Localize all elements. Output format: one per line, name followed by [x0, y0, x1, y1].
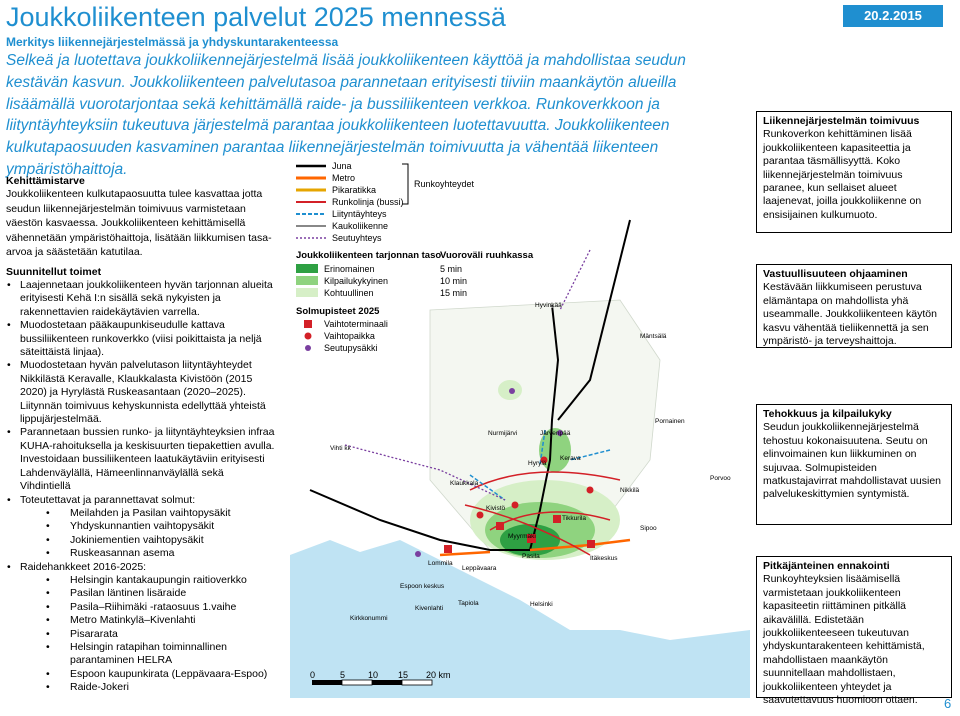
legend-areas: [296, 250, 534, 298]
legend-label: Juna: [332, 161, 352, 171]
seutupysakki-marker: [415, 551, 421, 557]
place-label: Kivenlahti: [415, 605, 444, 612]
legend-area-heading: Joukkoliikenteen tarjonnan taso: [296, 250, 442, 261]
place-label: Pasila: [522, 553, 540, 560]
legend-label: Metro: [332, 173, 356, 183]
place-label: Sipoo: [640, 525, 657, 532]
legend-nodes-heading: Solmupisteet 2025: [296, 306, 380, 317]
info-box-heading: Vastuullisuuteen ohjaaminen: [763, 268, 908, 280]
info-box-tehokkuus: [756, 404, 952, 525]
legend-runko-label: Runkoyhteydet: [414, 179, 475, 189]
vaihtopaikka-marker: [512, 502, 519, 509]
place-label: Kirkkonummi: [350, 615, 388, 622]
info-box-text: Seudun joukkoliikennejärjestelmä tehostuu kokonaisuutena. Seutu on elinvoimainen kun liikkuminen on sujuvaa. Solmupisteiden matkustajavirrat mahdollistavat uusien palvelukeskittymien syntymistä.: [763, 421, 941, 501]
page-number: 6: [944, 696, 952, 711]
vaihtopaikka-marker: [477, 512, 484, 519]
legend-label: Seutupysäkki: [324, 343, 378, 353]
place-label: Myyrmäki: [508, 533, 536, 540]
info-box-heading: Pitkäjänteinen ennakointi: [763, 560, 890, 572]
place-label: Leppävaara: [462, 565, 497, 572]
vaihtoterminaali-marker: [587, 540, 595, 548]
legend-label: Liityntäyhteys: [332, 209, 387, 219]
place-label: Järvenpää: [540, 430, 571, 437]
legend-lines: [296, 161, 475, 243]
place-label: Espoon keskus: [400, 583, 445, 590]
info-box-vastuullisuus: [756, 264, 952, 348]
info-box-heading: Liikennejärjestelmän toimivuus: [763, 115, 920, 127]
sub-list-item: • Helsingin kantakaupungin raitioverkko: [6, 574, 276, 587]
legend-label: Vaihtoterminaali: [324, 319, 388, 329]
info-box-text: Kestävään liikkumiseen perustuva elämäntapa on mahdollista yhä useammalle. Joukkoliikenteen käytön kasvu vähentää tieliikennettä ja sen ympäristö- ja terveyshaittoja.: [763, 281, 937, 348]
legend-label: Pikaratikka: [332, 185, 377, 195]
sub-list-item: • Metro Matinkylä–Kivenlahti: [6, 614, 276, 627]
vaihtopaikka-marker: [587, 487, 594, 494]
list-item: • Muodostetaan hyvän palvelutason liityntäyhteydet Nikkilästä Keravalle, Klaukkalasta Kivistöön (2015 2020) ja Hyrylästä Ruskeasantaan (2020–2025). Liitynnän toimivuus kehyskunnista edellyttää yhteistä lippujärjestelmää.: [6, 359, 276, 426]
info-box-ennakointi: [756, 556, 952, 707]
place-label: Nikkilä: [620, 487, 640, 494]
place-label: Kerava: [560, 455, 581, 462]
legend-swatch-seutupysakki: [305, 345, 311, 351]
scale-label: 20 km: [426, 670, 451, 680]
sub-list-item: • Ruskeasannan asema: [6, 547, 276, 560]
intro-paragraph: Selkeä ja luotettava joukkoliikennejärjestelmä lisää joukkoliikenteen käyttöä ja mahdollistaa seudun kestävän kasvun. Joukkoliikenteen palvelutasoa parannetaan erityisesti tiiviin maankäytön alueilla lisäämällä vuorotarjontaa sekä kehittämällä raide- ja bussiliikenteen verkkoa. Runkoverkkoon ja liityntäyhteyksiin tukeutuva järjestelmä parantaa joukkoliikenteen luotettavuutta. Joukkoliikenteen kulkutapaosuuden kasvaminen parantaa liikennejärjestelmän toimivuutta ja vähentää liikenteen ympäristöhaittoja.: [6, 52, 686, 178]
list-item: • Muodostetaan pääkaupunkiseudulle kattava bussiliikenteen runkoverkko (viisi poikittaista ja neljä säteittäistä linjaa).: [6, 319, 276, 359]
legend-nodes: [296, 306, 388, 353]
list-item: • Raidehankkeet 2016-2025:: [6, 561, 276, 574]
legend-label: Kohtuullinen: [324, 288, 374, 298]
place-label: Klaukkala: [450, 480, 479, 487]
page-subtitle: Merkitys liikennejärjestelmässä ja yhdyskuntarakenteessa: [6, 35, 339, 49]
scale-label: 0: [310, 670, 316, 680]
legend-interval-heading: Vuoroväli ruuhkassa: [440, 250, 534, 261]
date-badge: 20.2.2015: [843, 5, 943, 27]
vaihtoterminaali-marker: [496, 522, 504, 530]
info-box-text: Runkoyhteyksien lisäämisellä varmistetaan joukkoliikenteen kapasiteetin riittäminen pitkällä aikavälillä. Edistetään joukkoliikenteeseen tukeutuvan yhdyskuntarakenteen kehittämistä, mahdollistaen maankäytön suunnitellaan mahdollistaen, joukkoliikenteen yhteydet ja saavutettavuus huomioon ottaen.: [763, 573, 925, 707]
place-label: Nurmijärvi: [488, 430, 518, 437]
sub-list-item: • Yhdyskunnantien vaihtopysäkit: [6, 520, 276, 533]
scale-segment: [342, 680, 372, 685]
scale-label: 15: [398, 670, 409, 680]
place-label: Tikkurila: [562, 515, 586, 522]
place-label: Tapiola: [458, 600, 479, 607]
legend-label: Erinomainen: [324, 264, 375, 274]
place-label: Vihti kk: [330, 445, 351, 452]
info-box-toimivuus: [756, 111, 952, 233]
legend-swatch-vaihtopaikka: [305, 333, 312, 340]
list-item: • Toteutettavat ja parannettavat solmut:: [6, 494, 276, 507]
vaihtoterminaali-marker: [444, 545, 452, 553]
info-box-text: Runkoverkon kehittäminen lisää joukkoliikenteen kapasiteettia ja parantaa täsmällisyyttä. Koko liikennejärjestelmän toimivuus paranee, kun sellaiset alueet laajenevat, joilla joukkoliikenne on ensisijainen kulkumuoto.: [763, 128, 922, 221]
place-label: Porvoo: [710, 475, 731, 482]
scale-label: 5: [340, 670, 346, 680]
list-item: • Laajennetaan joukkoliikenteen hyvän tarjonnan alueita erityisesti Kehä I:n sisällä sekä nykyisten ja rakennettavien raidekäytävien varrella.: [6, 279, 276, 319]
sub-list-item: • Pasilan läntinen lisäraide: [6, 587, 276, 600]
legend-swatch-kohtuullinen: [296, 288, 318, 297]
place-label: Helsinki: [530, 601, 553, 608]
vaihtoterminaali-marker: [553, 515, 561, 523]
place-label: Kivistö: [486, 505, 506, 512]
sub-list-item: • Jokiniementien vaihtopysäkit: [6, 534, 276, 547]
place-label: Lommila: [428, 560, 453, 567]
sub-list-item: • Helsingin ratapihan toiminnallinen parantaminen HELRA: [6, 641, 276, 668]
legend-label: Runkolinja (bussi): [332, 197, 404, 207]
suunnitellut-list: [6, 279, 276, 695]
sub-list-item: • Pasila–Riihimäki -rataosuus 1.vaihe: [6, 601, 276, 614]
legend-swatch-erinomainen: [296, 264, 318, 273]
place-label: Hyvinkää: [535, 302, 562, 309]
sub-list-item: • Pisararata: [6, 628, 276, 641]
place-label: Itäkeskus: [590, 555, 618, 562]
place-label: Pornainen: [655, 418, 685, 425]
legend-label: Kaukoliikenne: [332, 221, 389, 231]
seutupysakki-marker: [509, 388, 515, 394]
scale-segment: [402, 680, 432, 685]
legend-swatch-vaihtoterminaali: [304, 320, 312, 328]
legend-label: Vaihtopaikka: [324, 331, 375, 341]
transit-map: [290, 160, 750, 698]
sub-list-item: • Espoon kaupunkirata (Leppävaara-Espoo): [6, 668, 276, 681]
sub-list-item: • Raide-Jokeri: [6, 681, 276, 694]
scale-segment: [312, 680, 342, 685]
page-title: Joukkoliikenteen palvelut 2025 mennessä: [6, 2, 506, 32]
list-item: • Parannetaan bussien runko- ja liityntäyhteyksien infraa KUHA-rahoituksella ja keskisuurten tiepakettien avulla. Investoidaan bussiliikenteen laatukäytäviin erityisesti Lahdenväylällä, Hämeenlinnanväylällä sekä Vihdintiellä: [6, 426, 276, 493]
place-label: Mäntsälä: [640, 333, 667, 340]
kehittamistarve-text: Joukkoliikenteen kulkutapaosuutta tulee kasvattaa jotta seudun liikennejärjestelmän toimivuus varmistetaan väestön kasvaessa. Joukkoliikenteen kehittämisellä vähennetään ympäristöhaittoja, lisätään liikkumisen tasa-arvoa ja säästetään katutilaa.: [6, 188, 272, 259]
transit-map-svg: [290, 160, 750, 698]
place-label: Hyrylä: [528, 460, 547, 467]
legend-swatch-kilpailukykyinen: [296, 276, 318, 285]
legend-interval: 15 min: [440, 288, 468, 298]
suunnitellut-heading: Suunnitellut toimet: [6, 266, 102, 278]
legend-interval: 10 min: [440, 276, 468, 286]
scale-segment: [372, 680, 402, 685]
seutuyhteys: [560, 250, 590, 310]
scale-label: 10: [368, 670, 379, 680]
legend-label: Kilpailukykyinen: [324, 276, 389, 286]
legend-interval: 5 min: [440, 264, 463, 274]
legend-label: Seutuyhteys: [332, 233, 382, 243]
info-box-heading: Tehokkuus ja kilpailukyky: [763, 408, 892, 420]
kehittamistarve-heading: Kehittämistarve: [6, 175, 85, 187]
sub-list-item: • Meilahden ja Pasilan vaihtopysäkit: [6, 507, 276, 520]
